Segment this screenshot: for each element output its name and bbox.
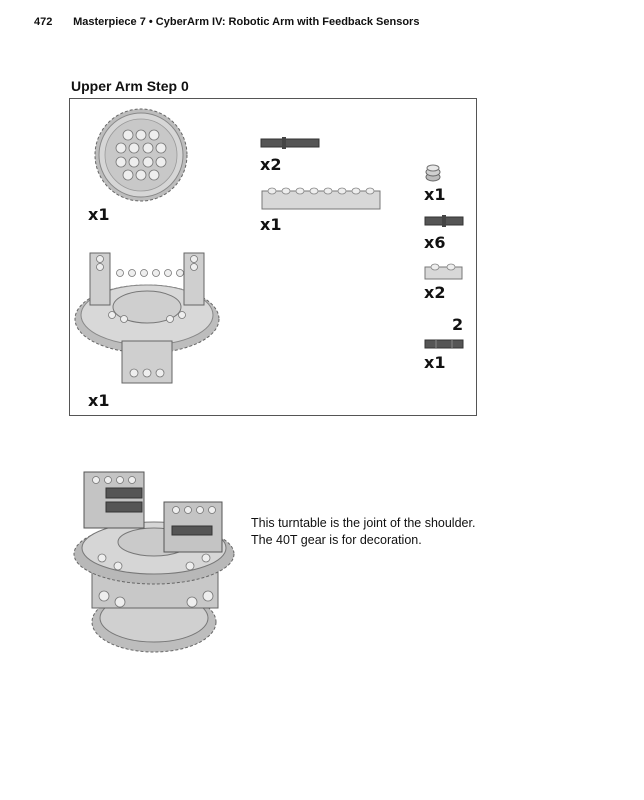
pin-qty: x6 [424, 233, 446, 252]
bush-qty: x1 [424, 185, 446, 204]
gear-40t-qty: x1 [88, 205, 110, 224]
parts-list-box [69, 98, 477, 416]
running-title: Masterpiece 7 • CyberArm IV: Robotic Arm with Feedback Sensors [73, 16, 420, 28]
axle-2-image [424, 337, 466, 351]
page-number: 472 [34, 16, 53, 28]
turntable-assembly-image [72, 462, 242, 662]
axle-image [260, 135, 322, 151]
turntable-image [72, 245, 222, 387]
step-description [251, 515, 475, 549]
axle-2-length-label: 2 [452, 315, 464, 334]
plate-qty: x1 [260, 215, 282, 234]
gear-40t-image [86, 105, 196, 205]
turntable-qty: x1 [88, 391, 110, 410]
plate-image [260, 183, 384, 213]
description-line-2: The 40T gear is for decoration. [251, 533, 422, 547]
description-line-1: This turntable is the joint of the shoulder. [251, 516, 476, 530]
step-title: Upper Arm Step 0 [71, 78, 189, 94]
running-header [34, 16, 419, 28]
axle-2-qty: x1 [424, 353, 446, 372]
pin-image [424, 213, 466, 229]
bush-image [424, 163, 442, 183]
small-plate-image [424, 261, 464, 281]
axle-qty: x2 [260, 155, 282, 174]
small-plate-qty: x2 [424, 283, 446, 302]
